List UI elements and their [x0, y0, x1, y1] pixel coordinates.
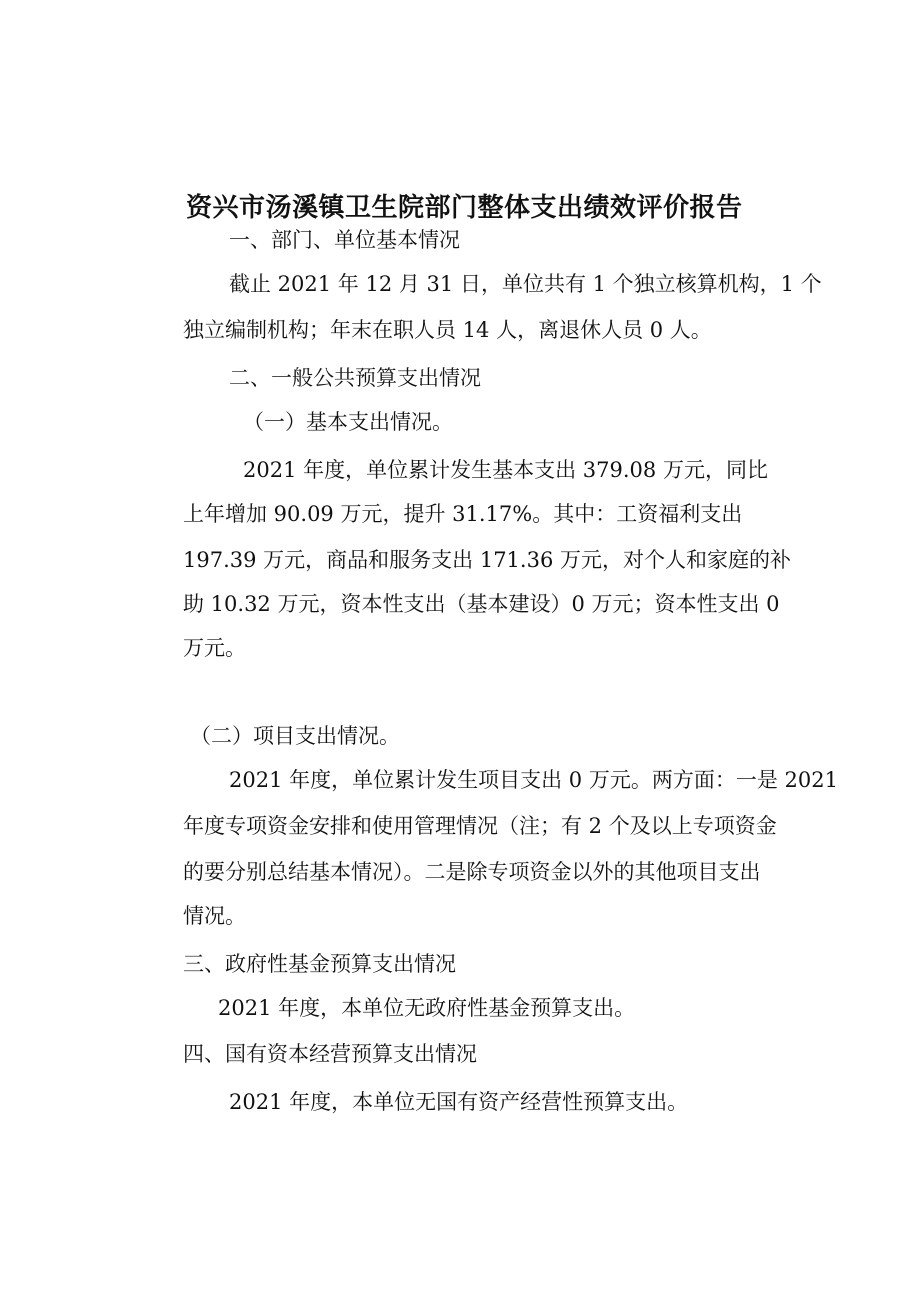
basic-expenditure-paragraph-line: 助 10.32 万元，资本性支出（基本建设）0 万元；资本性支出 0	[183, 592, 780, 616]
subsection-basic-expenditure-heading: （一）基本支出情况。	[243, 410, 453, 434]
project-expenditure-paragraph-line: 年度专项资金安排和使用管理情况（注；有 2 个及以上专项资金	[183, 814, 777, 838]
section-3-paragraph: 2021 年度，本单位无政府性基金预算支出。	[218, 996, 636, 1020]
section-3-heading: 三、政府性基金预算支出情况	[183, 952, 456, 976]
section-1-heading: 一、部门、单位基本情况	[229, 228, 460, 252]
basic-expenditure-paragraph-line: 2021 年度，单位累计发生基本支出 379.08 万元，同比	[243, 458, 768, 482]
section-1-paragraph-line: 截止 2021 年 12 月 31 日，单位共有 1 个独立核算机构，1 个	[229, 272, 822, 296]
basic-expenditure-paragraph-line: 上年增加 90.09 万元，提升 31.17%。其中：工资福利支出	[183, 502, 743, 526]
section-4-paragraph: 2021 年度，本单位无国有资产经营性预算支出。	[229, 1090, 689, 1114]
project-expenditure-paragraph-line: 的要分别总结基本情况）。二是除专项资金以外的其他项目支出	[183, 860, 761, 884]
section-4-heading: 四、国有资本经营预算支出情况	[183, 1042, 477, 1066]
subsection-project-expenditure-heading: （二）项目支出情况。	[190, 724, 400, 748]
project-expenditure-paragraph-line: 情况。	[183, 904, 246, 928]
section-1-paragraph-line: 独立编制机构；年末在职人员 14 人，离退休人员 0 人。	[183, 318, 712, 342]
project-expenditure-paragraph-line: 2021 年度，单位累计发生项目支出 0 万元。两方面：一是 2021	[229, 768, 838, 792]
basic-expenditure-paragraph-line: 197.39 万元，商品和服务支出 171.36 万元，对个人和家庭的补	[183, 548, 791, 572]
basic-expenditure-paragraph-line: 万元。	[183, 636, 246, 660]
report-title: 资兴市汤溪镇卫生院部门整体支出绩效评价报告	[186, 193, 743, 224]
section-2-heading: 二、一般公共预算支出情况	[229, 366, 481, 390]
